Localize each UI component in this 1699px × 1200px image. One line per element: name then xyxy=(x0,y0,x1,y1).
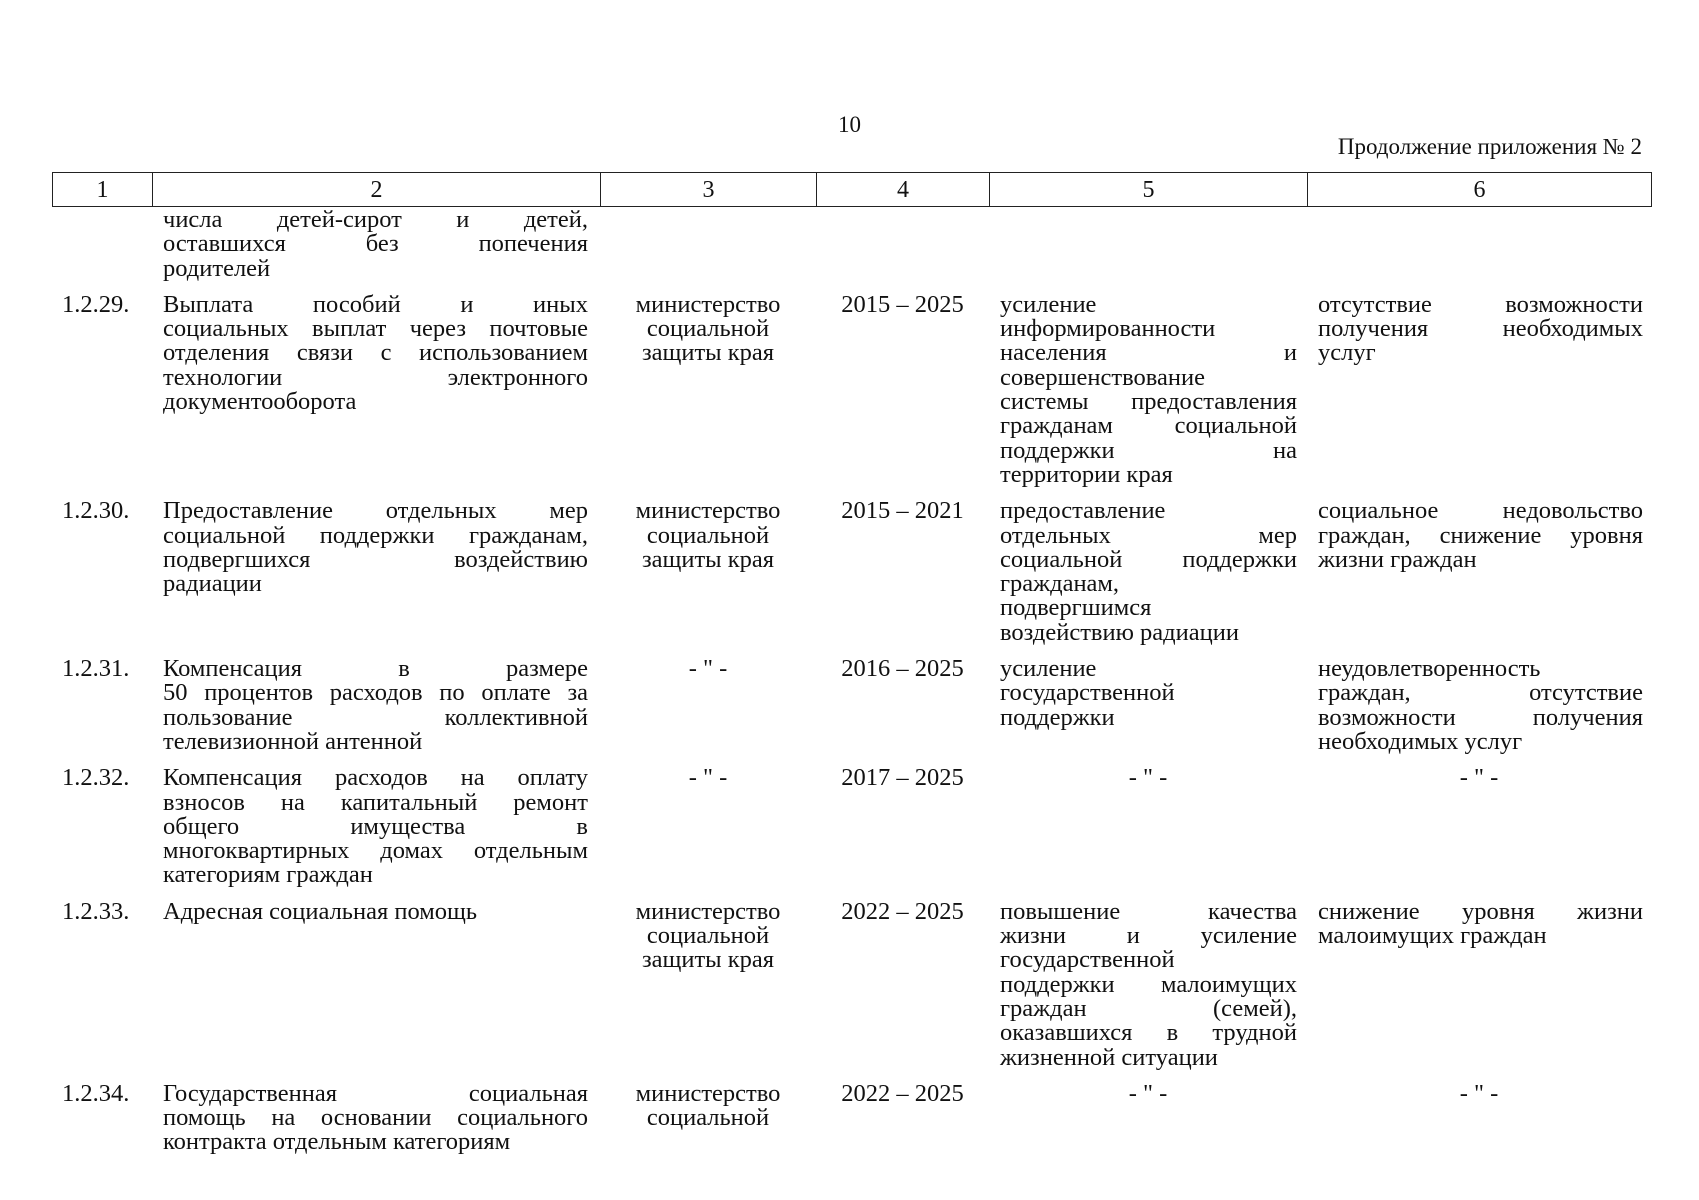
expected-result-cell xyxy=(989,499,1307,657)
executor-line: министерство xyxy=(635,290,781,318)
expected-result-line: государственной xyxy=(1000,946,1175,974)
measure-name-cell xyxy=(152,499,600,657)
period-cell: 2022 – 2025 xyxy=(841,897,964,925)
measure-name-line: категориям граждан xyxy=(163,861,373,889)
table-row xyxy=(52,900,1651,1082)
consequences-cell xyxy=(1307,897,1651,1082)
item-number xyxy=(52,208,152,293)
item-number: 1.2.31. xyxy=(62,655,130,683)
header-cell-3: 3 xyxy=(601,173,817,207)
measure-name-line: Компенсация расходов на оплату xyxy=(163,764,588,792)
executor-line: социальной xyxy=(646,922,770,950)
measure-name-line: оставшихся без попечения xyxy=(163,230,588,258)
expected-result-line: поддержки на xyxy=(1000,436,1297,464)
measure-name-cell xyxy=(152,1079,600,1167)
consequences-line: малоимущих граждан xyxy=(1318,922,1547,950)
expected-result-line: системы предоставления xyxy=(1000,388,1297,416)
consequences-line: граждан, снижение уровня xyxy=(1318,521,1643,549)
expected-result-line: территории края xyxy=(1000,460,1173,488)
executor-line: - " - xyxy=(688,764,728,792)
page-number: 10 xyxy=(838,112,861,137)
column-number-header xyxy=(52,172,1652,207)
expected-result-line: воздействию радиации xyxy=(1000,618,1239,646)
expected-result-line: предоставление xyxy=(1000,497,1166,525)
expected-result-line: поддержки xyxy=(1000,703,1115,731)
table-row xyxy=(52,1082,1651,1167)
expected-result-cell xyxy=(989,897,1307,1082)
expected-result-cell xyxy=(989,657,1307,766)
executor-cell xyxy=(600,499,816,657)
measure-name-line: Выплата пособий и иных xyxy=(163,290,588,318)
executor-line: - " - xyxy=(688,655,728,683)
header-cell-6: 6 xyxy=(1308,173,1652,207)
consequences-cell xyxy=(1307,499,1651,657)
consequences-line: получения необходимых xyxy=(1318,315,1643,343)
measure-name-line: социальной поддержки гражданам, xyxy=(163,521,588,549)
expected-result-line: совершенствование xyxy=(1000,363,1205,391)
measure-name-cell xyxy=(152,290,600,499)
executor-line: социальной xyxy=(646,521,770,549)
table-row xyxy=(52,499,1651,657)
expected-result-cell xyxy=(989,208,1307,293)
measure-name-line: социальных выплат через почтовые xyxy=(163,315,588,343)
measure-name-line: отделения связи с использованием xyxy=(163,339,588,367)
executor-cell xyxy=(600,766,816,899)
header-row xyxy=(53,173,1652,207)
executor-line: защиты края xyxy=(641,339,775,367)
executor-cell xyxy=(600,290,816,499)
table-row xyxy=(52,766,1651,899)
measure-name-line: пользование коллективной xyxy=(163,703,588,731)
measure-name-line: Предоставление отдельных мер xyxy=(163,497,588,525)
consequences-cell xyxy=(1307,290,1651,499)
measure-name-cell xyxy=(152,897,600,1082)
measure-name-line: технологии электронного xyxy=(163,363,588,391)
measure-name-line: телевизионной антенной xyxy=(163,727,423,755)
measure-name-cell xyxy=(152,766,600,899)
expected-result-cell xyxy=(989,1079,1307,1167)
expected-result-line: жизни и усиление xyxy=(1000,922,1297,950)
measure-name-line: числа детей-сирот и детей, xyxy=(163,206,588,233)
measure-name-cell xyxy=(152,208,600,293)
measure-name-line: Государственная социальная xyxy=(163,1079,588,1107)
measure-name-line: радиации xyxy=(163,570,262,598)
executor-line: социальной xyxy=(646,1104,770,1132)
expected-result-line: отдельных мер xyxy=(1000,521,1297,549)
measure-name-line: контракта отдельным категориям xyxy=(163,1128,511,1156)
expected-result-line: социальной поддержки xyxy=(1000,545,1297,573)
expected-result-cell xyxy=(989,766,1307,899)
expected-result-line: граждан (семей), xyxy=(1000,994,1297,1022)
executor-line: министерство xyxy=(635,897,781,925)
measure-name-line: документооборота xyxy=(163,388,357,416)
measure-name-line: взносов на капитальный ремонт xyxy=(163,788,588,816)
appendix-continuation-label: Продолжение приложения № 2 xyxy=(1337,134,1642,159)
expected-result-line: гражданам, xyxy=(1000,570,1120,598)
consequences-line: необходимых услуг xyxy=(1318,727,1523,755)
item-number: 1.2.33. xyxy=(62,897,130,925)
period-cell xyxy=(816,208,989,293)
measure-name-line: родителей xyxy=(163,254,271,282)
expected-result-line: подвергшимся xyxy=(1000,594,1152,622)
header-cell-2: 2 xyxy=(153,173,601,207)
measure-name-line: многоквартирных домах отдельным xyxy=(163,837,588,865)
consequences-cell xyxy=(1307,766,1651,899)
expected-result-line: государственной xyxy=(1000,679,1175,707)
expected-result-line: жизненной ситуации xyxy=(1000,1043,1218,1071)
measure-name-line: 50 процентов расходов по оплате за xyxy=(163,679,588,707)
expected-result-line: гражданам социальной xyxy=(1000,412,1297,440)
expected-result-line: усиление xyxy=(1000,655,1097,683)
consequences-cell xyxy=(1307,1079,1651,1167)
measure-name-line: общего имущества в xyxy=(163,812,588,840)
executor-cell xyxy=(600,657,816,766)
period-cell: 2015 – 2021 xyxy=(841,497,964,525)
period-cell: 2022 – 2025 xyxy=(841,1079,964,1107)
expected-result-line: оказавшихся в трудной xyxy=(1000,1019,1297,1047)
executor-cell xyxy=(600,208,816,293)
expected-result-cell xyxy=(989,290,1307,499)
consequences-line: возможности получения xyxy=(1318,703,1643,731)
measure-name-line: Адресная социальная помощь xyxy=(163,897,478,925)
measure-name-cell xyxy=(152,657,600,766)
expected-result-line: поддержки малоимущих xyxy=(1000,970,1297,998)
executor-line: министерство xyxy=(635,1079,781,1107)
expected-result-line: населения и xyxy=(1000,339,1297,367)
executor-line: защиты края xyxy=(641,946,775,974)
consequences-line: граждан, отсутствие xyxy=(1318,679,1643,707)
measure-name-line: помощь на основании социального xyxy=(163,1104,588,1132)
consequences-cell xyxy=(1307,208,1651,293)
executor-line: социальной xyxy=(646,315,770,343)
header-cell-4: 4 xyxy=(817,173,990,207)
executor-cell xyxy=(600,897,816,1082)
consequences-line: - " - xyxy=(1459,764,1499,792)
expected-result-line: повышение качества xyxy=(1000,897,1297,925)
measures-table xyxy=(52,208,1651,1167)
consequences-line: неудовлетворенность xyxy=(1318,655,1541,683)
consequences-line: отсутствие возможности xyxy=(1318,290,1643,318)
expected-result-line: информированности xyxy=(1000,315,1216,343)
item-number: 1.2.34. xyxy=(62,1079,130,1107)
executor-line: министерство xyxy=(635,497,781,525)
consequences-cell xyxy=(1307,657,1651,766)
measure-name-line: Компенсация в размере xyxy=(163,655,588,683)
expected-result-line: - " - xyxy=(1128,1079,1168,1107)
executor-line: защиты края xyxy=(641,545,775,573)
executor-cell xyxy=(600,1079,816,1167)
table-row xyxy=(52,657,1651,766)
expected-result-line: усиление xyxy=(1000,290,1097,318)
expected-result-line: - " - xyxy=(1128,764,1168,792)
table-row xyxy=(52,293,1651,499)
consequences-line: услуг xyxy=(1318,339,1376,367)
item-number: 1.2.32. xyxy=(62,764,130,792)
consequences-line: снижение уровня жизни xyxy=(1318,897,1643,925)
consequences-line: - " - xyxy=(1459,1079,1499,1107)
header-cell-5: 5 xyxy=(990,173,1308,207)
table-row xyxy=(52,208,1651,293)
header-cell-1: 1 xyxy=(53,173,153,207)
consequences-line: социальное недовольство xyxy=(1318,497,1643,525)
item-number: 1.2.30. xyxy=(62,497,130,525)
period-cell: 2016 – 2025 xyxy=(841,655,964,683)
period-cell: 2017 – 2025 xyxy=(841,764,964,792)
measure-name-line: подвергшихся воздействию xyxy=(163,545,588,573)
consequences-line: жизни граждан xyxy=(1318,545,1477,573)
item-number: 1.2.29. xyxy=(62,290,130,318)
period-cell: 2015 – 2025 xyxy=(841,290,964,318)
